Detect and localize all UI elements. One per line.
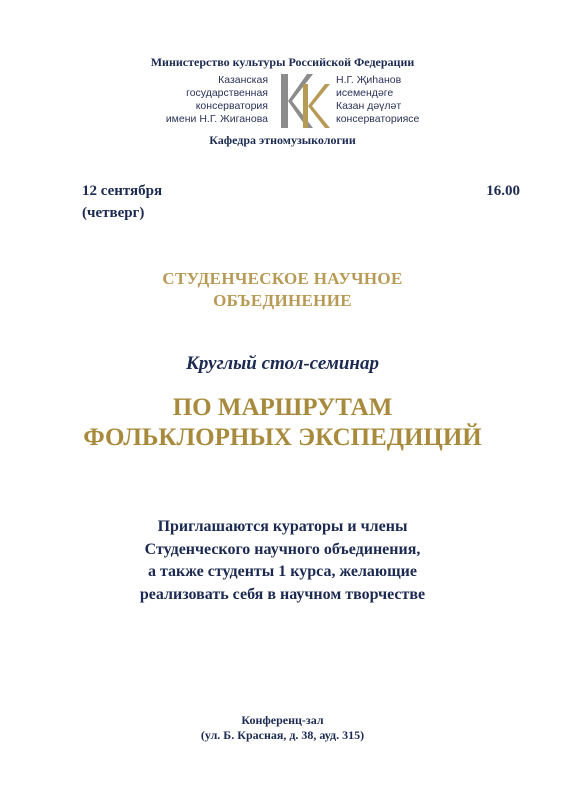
event-title-line: ПО МАРШРУТАМ (172, 394, 393, 421)
conservatory-name-tt-line: Казан дәүләт (336, 100, 402, 112)
event-title (0, 393, 565, 453)
event-date (82, 180, 162, 224)
event-format: Круглый стол-семинар (186, 353, 379, 374)
student-society-title (0, 268, 565, 312)
venue-hall: Конференц-зал (241, 713, 324, 727)
conservatory-name-tt-line: Н.Г. Җиһанов (336, 74, 402, 86)
event-date-day: 12 сентября (82, 183, 163, 199)
invitation-line: Студенческого научного объединения, (144, 540, 421, 558)
department-name: Кафедра этномузыкологии (209, 133, 356, 147)
invitation-line: реализовать себя в научном творчестве (139, 585, 426, 603)
conservatory-kk-logo-icon (273, 70, 333, 132)
society-title-line: СТУДЕНЧЕСКОЕ НАУЧНОЕ (162, 269, 403, 288)
event-time: 16.00 (486, 183, 520, 199)
invitation-text (0, 516, 565, 606)
event-date-weekday: (четверг) (82, 205, 145, 221)
conservatory-name-ru-line: имени Н.Г. Жиганова (165, 113, 268, 125)
conservatory-name-ru-line: консерватория (195, 100, 268, 112)
conservatory-name-ru-line: Казанская (218, 74, 268, 86)
conservatory-name-tatar (336, 74, 466, 126)
society-title-line: ОБЪЕДИНЕНИЕ (213, 291, 352, 310)
conservatory-name-tt-line: исемендәге (336, 87, 394, 99)
conservatory-name-ru-line: государственная (186, 87, 268, 99)
conservatory-name-russian (150, 74, 268, 126)
venue-address: (ул. Б. Красная, д. 38, ауд. 315) (200, 728, 365, 742)
ministry-title: Министерство культуры Российской Федерации (150, 55, 415, 69)
conservatory-name-tt-line: консерваториясе (336, 113, 420, 125)
venue-info (0, 713, 565, 743)
event-title-line: ФОЛЬКЛОРНЫХ ЭКСПЕДИЦИЙ (83, 424, 482, 451)
invitation-line: Приглашаются кураторы и члены (157, 518, 408, 535)
invitation-line: а также студенты 1 курса, желающие (148, 563, 417, 580)
